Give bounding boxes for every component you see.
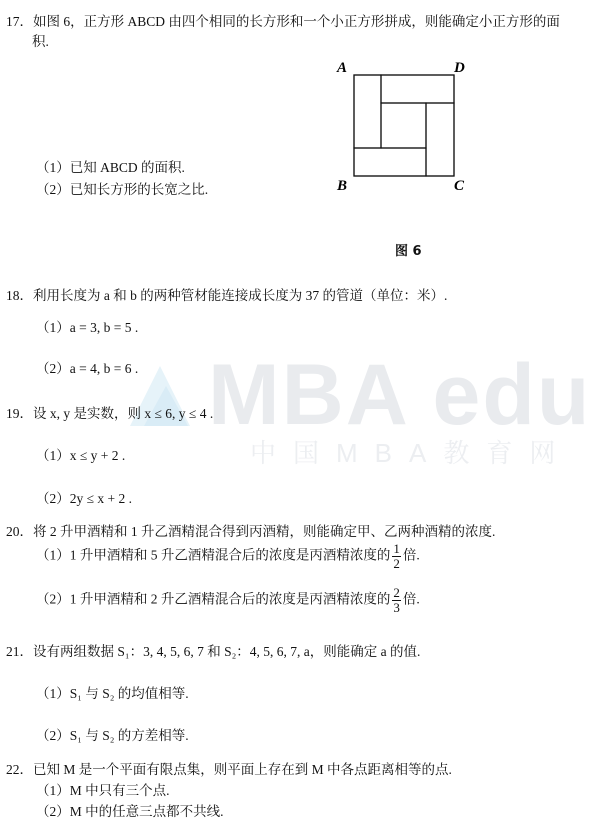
q17-condition-2: （2）已知长方形的长宽之比.	[36, 182, 209, 197]
rect-bottom	[354, 148, 426, 176]
fraction-numerator: 2	[393, 585, 400, 600]
q20-c1-text: （1）1 升甲酒精和 5 升乙酒精混合后的浓度是丙酒精浓度的	[36, 547, 391, 563]
watermark-subtext: 中国MBA教育网	[250, 438, 573, 468]
q18-condition-2: （2）a = 4, b = 6 .	[36, 361, 139, 376]
q19-stem: 19．设 x, y 是实数，则 x ≤ 6, y ≤ 4 .	[6, 406, 214, 421]
rect-top	[381, 75, 454, 103]
q17-figure	[336, 58, 476, 198]
rect-right	[426, 103, 454, 176]
q22-condition-1: （1）M 中只有三个点.	[36, 783, 170, 798]
q20-c1-suffix: 倍.	[402, 547, 420, 563]
fraction-denominator: 3	[393, 600, 400, 615]
q21-stem: 21．设有两组数据 S₁：3, 4, 5, 6, 7 和 S₂：4, 5, 6, 7, a，则能确定 a 的值.	[6, 644, 421, 659]
q17-condition-1: （1）已知 ABCD 的面积.	[36, 160, 185, 175]
q20-c2-suffix: 倍.	[402, 591, 420, 607]
q18-stem: 18．利用长度为 a 和 b 的两种管材能连接成长度为 37 的管道（单位：米）.	[6, 288, 448, 303]
fraction-one-half	[392, 542, 401, 571]
q17-stem-line2: 积.	[32, 34, 49, 49]
q22-stem: 22．已知 M 是一个平面有限点集，则平面上存在到 M 中各点距离相等的点.	[6, 762, 452, 777]
vertex-c-label: C	[454, 178, 465, 194]
fraction-numerator: 1	[393, 541, 400, 556]
q17-stem-line1: 17．如图 6，正方形 ABCD 由四个相同的长方形和一个小正方形拼成，则能确定小正方形的面	[6, 14, 560, 29]
q18-condition-1: （1）a = 3, b = 5 .	[36, 320, 139, 335]
watermark-text: MBA edu	[208, 347, 592, 443]
fraction-two-thirds	[392, 586, 401, 615]
q19-condition-1: （1）x ≤ y + 2 .	[36, 448, 126, 463]
vertex-a-label: A	[337, 60, 348, 76]
small-square	[381, 103, 426, 148]
q21-condition-2: （2）S₁ 与 S₂ 的方差相等.	[36, 728, 189, 743]
outer-square	[354, 75, 454, 176]
vertex-b-label: B	[337, 178, 348, 194]
q20-c2-text: （2）1 升甲酒精和 2 升乙酒精混合后的浓度是丙酒精浓度的	[36, 591, 391, 607]
q21-condition-1: （1）S₁ 与 S₂ 的均值相等.	[36, 686, 189, 701]
rect-left	[354, 75, 381, 148]
q20-condition-2	[36, 586, 420, 615]
q17-figure-caption: 图 6	[395, 244, 422, 259]
fraction-denominator: 2	[393, 556, 400, 571]
q22-condition-2: （2）M 中的任意三点都不共线.	[36, 804, 224, 819]
q20-condition-1	[36, 542, 420, 571]
vertex-d-label: D	[454, 60, 465, 76]
q19-condition-2: （2）2y ≤ x + 2 .	[36, 491, 133, 506]
q20-stem: 20．将 2 升甲酒精和 1 升乙酒精混合得到丙酒精，则能确定甲、乙两种酒精的浓度.	[6, 524, 496, 539]
